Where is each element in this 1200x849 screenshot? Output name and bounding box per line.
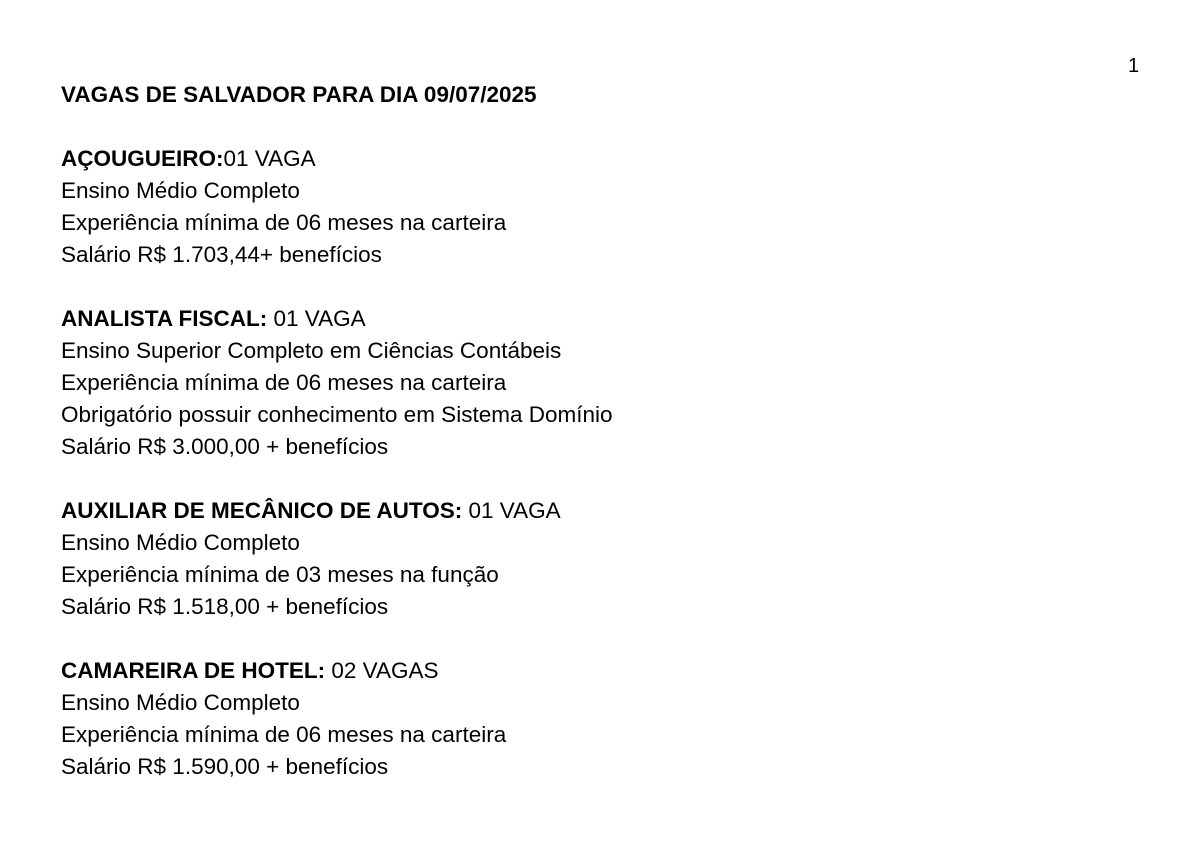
job-listing-auxiliar-mecanico xyxy=(61,495,1141,623)
page-title: VAGAS DE SALVADOR PARA DIA 09/07/2025 xyxy=(61,82,537,107)
document-body xyxy=(61,79,1141,783)
job-requirement: Experiência mínima de 06 meses na carteira xyxy=(61,370,507,395)
job-requirement: Ensino Médio Completo xyxy=(61,178,300,203)
job-heading xyxy=(61,655,1141,687)
job-requirement: Ensino Superior Completo em Ciências Contábeis xyxy=(61,338,562,363)
job-requirement: Experiência mínima de 06 meses na carteira xyxy=(61,722,507,747)
job-requirement: Obrigatório possuir conhecimento em Sistema Domínio xyxy=(61,402,613,427)
job-vacancies: 01 VAGA xyxy=(267,306,366,331)
job-heading xyxy=(61,495,1141,527)
page-number: 1 xyxy=(1128,55,1140,77)
job-title: AUXILIAR DE MECÂNICO DE AUTOS: xyxy=(61,498,463,523)
job-vacancies: 01 VAGA xyxy=(462,498,561,523)
job-listing-analista-fiscal xyxy=(61,303,1141,463)
job-listing-camareira xyxy=(61,655,1141,783)
job-vacancies: 02 VAGAS xyxy=(325,658,439,683)
job-salary: Salário R$ 1.590,00 + benefícios xyxy=(61,754,389,779)
job-heading xyxy=(61,303,1141,335)
job-heading xyxy=(61,143,1141,175)
job-vacancies: 01 VAGA xyxy=(223,146,316,171)
job-requirement: Experiência mínima de 03 meses na função xyxy=(61,562,499,587)
job-requirement: Experiência mínima de 06 meses na carteira xyxy=(61,210,507,235)
job-requirement: Ensino Médio Completo xyxy=(61,690,300,715)
job-salary: Salário R$ 1.518,00 + benefícios xyxy=(61,594,389,619)
job-salary: Salário R$ 1.703,44+ benefícios xyxy=(61,242,382,267)
job-title: CAMAREIRA DE HOTEL: xyxy=(61,658,326,683)
job-title: AÇOUGUEIRO: xyxy=(61,146,224,171)
job-title: ANALISTA FISCAL: xyxy=(61,306,268,331)
job-salary: Salário R$ 3.000,00 + benefícios xyxy=(61,434,389,459)
job-requirement: Ensino Médio Completo xyxy=(61,530,300,555)
job-listing-acougueiro xyxy=(61,143,1141,271)
